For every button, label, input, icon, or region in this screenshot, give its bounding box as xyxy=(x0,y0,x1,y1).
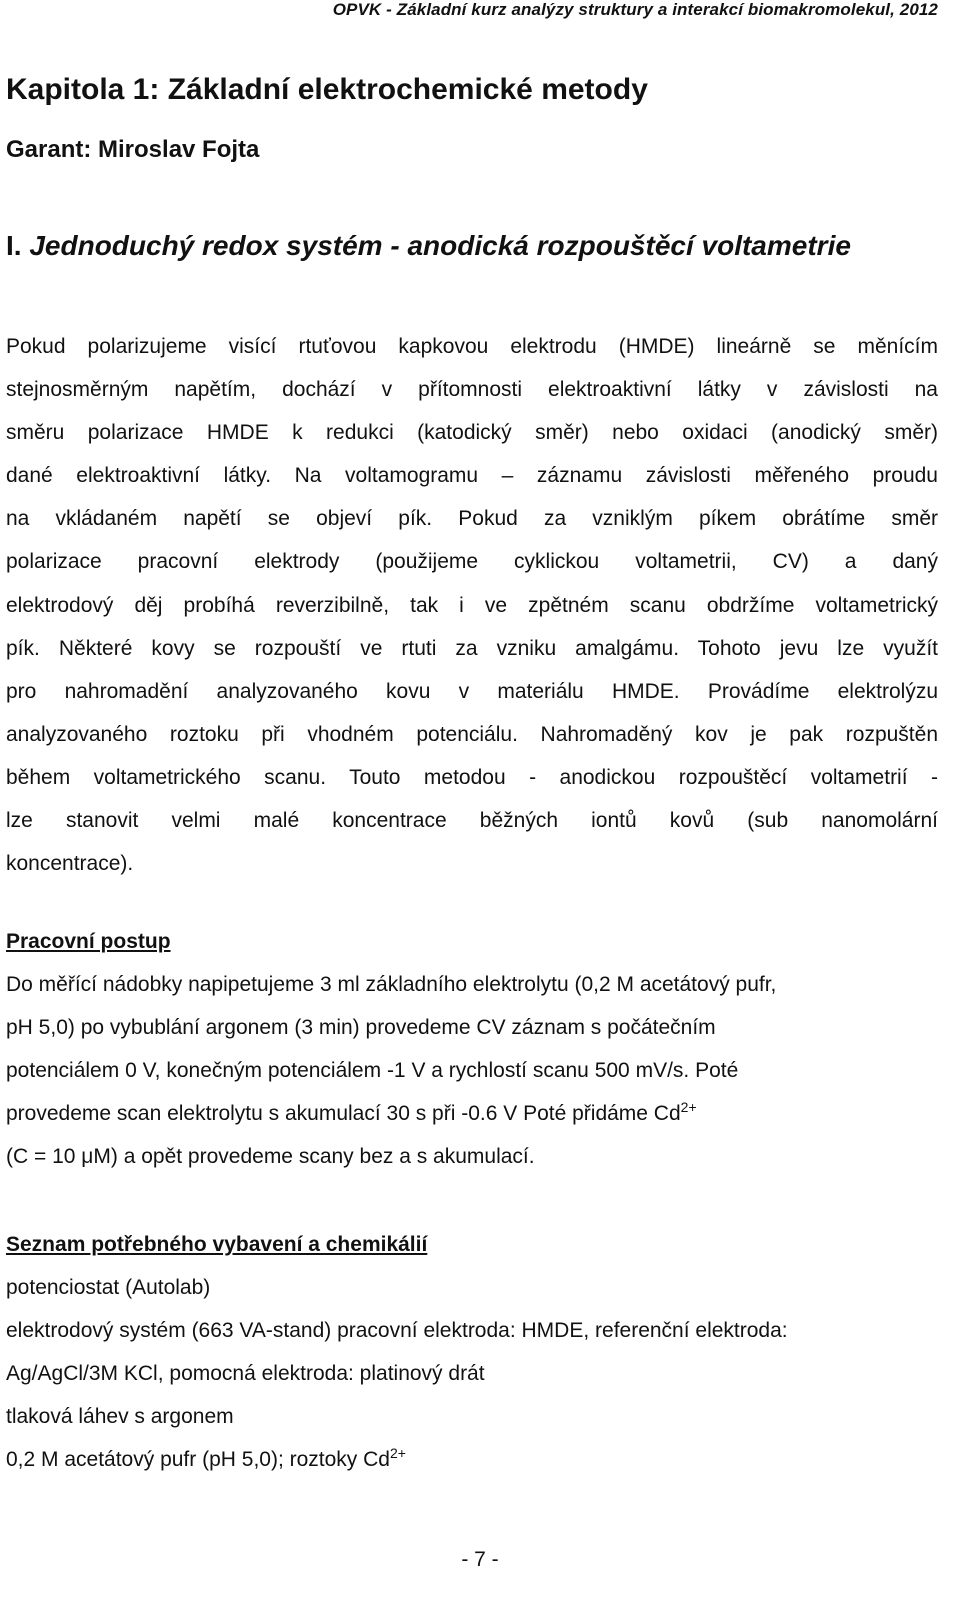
chapter-title: Kapitola 1: Základní elektrochemické metody xyxy=(6,73,648,106)
paragraph-line: koncentrace). xyxy=(6,852,134,876)
paragraph-line: stejnosměrným napětím, dochází v přítomnosti elektroaktivní látky v závislosti na xyxy=(6,378,938,402)
paragraph-line: Pokud polarizujeme visící rtuťovou kapkovou elektrodu (HMDE) lineárně se měnícím xyxy=(6,335,938,358)
cd-charge-superscript: 2+ xyxy=(680,1099,697,1115)
equipment-item: tlaková láhev s argonem xyxy=(6,1405,234,1428)
paragraph-line: dané elektroaktivní látky. Na voltamogramu – záznamu závislosti měřeného proudu xyxy=(6,464,938,488)
procedure-line: Do měřící nádobky napipetujeme 3 ml základního elektrolytu (0,2 M acetátový pufr, xyxy=(6,973,777,996)
section-title: Jednoduchý redox systém - anodická rozpouštěcí voltametrie xyxy=(29,230,851,261)
equipment-item: Ag/AgCl/3M KCl, pomocná elektroda: platinový drát xyxy=(6,1362,485,1385)
section-number: I. xyxy=(6,230,22,261)
equipment-item: elektrodový systém (663 VA-stand) pracovní elektroda: HMDE, referenční elektroda: xyxy=(6,1319,788,1342)
equipment-item: potenciostat (Autolab) xyxy=(6,1276,211,1299)
paragraph-line: směru polarizace HMDE k redukci (katodický směr) nebo oxidaci (anodický směr) xyxy=(6,421,938,445)
equipment-heading: Seznam potřebného vybavení a chemikálií xyxy=(6,1233,428,1256)
procedure-line: pH 5,0) po vybublání argonem (3 min) provedeme CV záznam s počátečním xyxy=(6,1016,716,1039)
equipment-item xyxy=(6,1438,788,1481)
procedure-line: potenciálem 0 V, konečným potenciálem -1 V a rychlostí scanu 500 mV/s. Poté xyxy=(6,1059,739,1082)
paragraph-line: analyzovaného roztoku při vhodném potenciálu. Nahromaděný kov je pak rozpuštěn xyxy=(6,722,938,746)
paragraph-line: pro nahromadění analyzovaného kovu v materiálu HMDE. Provádíme elektrolýzu xyxy=(6,679,938,703)
procedure-text xyxy=(6,963,776,1178)
procedure-line-text: provedeme scan elektrolytu s akumulací 30 s při -0.6 V Poté přidáme Cd xyxy=(6,1102,681,1125)
procedure-line xyxy=(6,1092,776,1135)
equipment-list xyxy=(6,1266,788,1481)
chapter-garant: Garant: Miroslav Fojta xyxy=(6,136,260,163)
paragraph-line: pík. Některé kovy se rozpouští ve rtuti za vzniku amalgámu. Tohoto jevu lze využít xyxy=(6,636,938,660)
paragraph-line: polarizace pracovní elektrody (použijeme cyklickou voltametrii, CV) a daný xyxy=(6,550,938,574)
equipment-item-text: 0,2 M acetátový pufr (pH 5,0); roztoky Cd xyxy=(6,1448,390,1471)
running-header: OPVK - Základní kurz analýzy struktury a interakcí biomakromolekul, 2012 xyxy=(332,0,938,19)
page-number: - 7 - xyxy=(461,1548,499,1571)
paragraph-line: na vkládaném napětí se objeví pík. Pokud za vzniklým píkem obrátíme směr xyxy=(6,507,938,531)
procedure-line: (C = 10 μM) a opět provedeme scany bez a s akumulací. xyxy=(6,1145,535,1168)
procedure-heading: Pracovní postup xyxy=(6,930,171,953)
paragraph-line: během voltametrického scanu. Touto metodou - anodickou rozpouštěcí voltametrií - xyxy=(6,765,938,789)
cd-charge-superscript: 2+ xyxy=(390,1445,406,1461)
intro-paragraph xyxy=(6,325,938,885)
section-heading xyxy=(6,230,851,262)
paragraph-line: elektrodový děj probíhá reverzibilně, tak i ve zpětném scanu obdržíme voltametrický xyxy=(6,593,938,617)
paragraph-line: lze stanovit velmi malé koncentrace běžných iontů kovů (sub nanomolární xyxy=(6,809,938,833)
